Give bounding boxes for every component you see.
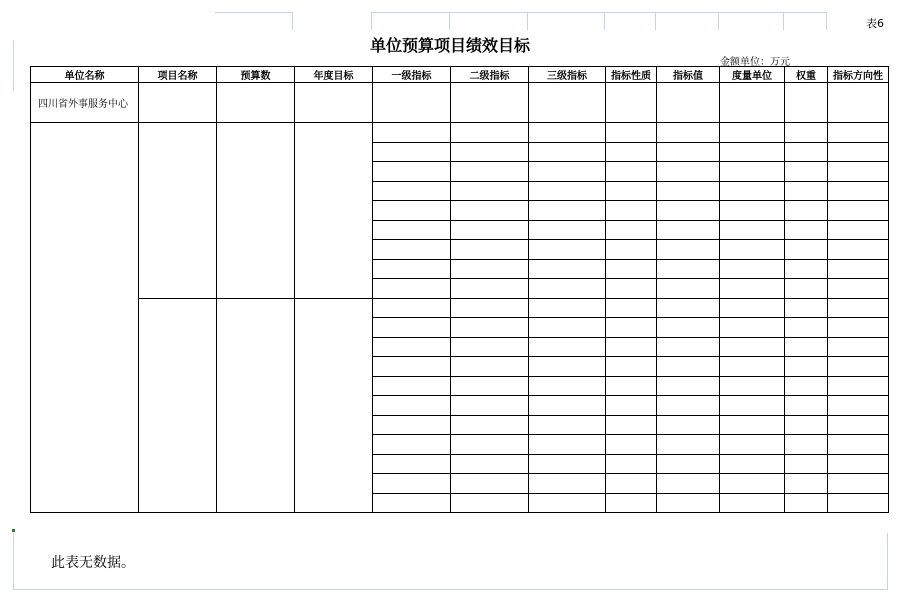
indicator-cell — [451, 279, 529, 299]
indicator-cell — [828, 123, 889, 143]
indicator-cell — [785, 474, 828, 494]
indicator-cell — [606, 454, 657, 474]
indicator-cell — [606, 493, 657, 513]
annual-goal-cell — [295, 298, 373, 513]
header-measure-unit: 度量单位 — [720, 67, 785, 83]
indicator-cell — [373, 162, 451, 182]
table-cell — [139, 83, 217, 123]
indicator-cell — [606, 123, 657, 143]
indicator-cell — [828, 435, 889, 455]
indicator-cell — [373, 337, 451, 357]
performance-target-table — [30, 66, 889, 513]
indicator-cell — [828, 162, 889, 182]
indicator-cell — [451, 220, 529, 240]
indicator-cell — [828, 201, 889, 221]
indicator-cell — [606, 181, 657, 201]
indicator-cell — [529, 298, 606, 318]
indicator-cell — [720, 220, 785, 240]
indicator-cell — [828, 376, 889, 396]
column-guide — [783, 12, 784, 30]
indicator-cell — [828, 454, 889, 474]
unit-name-cell — [31, 123, 139, 513]
indicator-cell — [529, 240, 606, 260]
indicator-cell — [657, 415, 720, 435]
header-level3-indicator: 三级指标 — [529, 67, 606, 83]
column-guide — [371, 12, 827, 13]
header-project-name: 项目名称 — [139, 67, 217, 83]
indicator-cell — [720, 162, 785, 182]
indicator-cell — [606, 279, 657, 299]
indicator-cell — [451, 318, 529, 338]
table-cell — [451, 83, 529, 123]
indicator-cell — [529, 376, 606, 396]
table-cell — [828, 83, 889, 123]
indicator-cell — [785, 220, 828, 240]
indicator-cell — [785, 454, 828, 474]
project-name-cell — [139, 298, 217, 513]
indicator-cell — [606, 240, 657, 260]
indicator-cell — [451, 162, 529, 182]
table-cell — [606, 83, 657, 123]
indicator-cell — [451, 454, 529, 474]
table-cell — [529, 83, 606, 123]
indicator-cell — [785, 123, 828, 143]
indicator-cell — [529, 318, 606, 338]
indicator-cell — [657, 376, 720, 396]
indicator-cell — [529, 474, 606, 494]
table-row — [31, 123, 889, 143]
indicator-cell — [657, 201, 720, 221]
indicator-cell — [657, 181, 720, 201]
indicator-cell — [606, 376, 657, 396]
header-level1-indicator: 一级指标 — [373, 67, 451, 83]
indicator-cell — [828, 220, 889, 240]
indicator-cell — [785, 162, 828, 182]
indicator-cell — [451, 201, 529, 221]
indicator-cell — [785, 259, 828, 279]
column-guide — [371, 12, 372, 30]
indicator-cell — [720, 259, 785, 279]
table-cell — [720, 83, 785, 123]
indicator-cell — [657, 162, 720, 182]
indicator-cell — [529, 201, 606, 221]
indicator-cell — [373, 142, 451, 162]
indicator-cell — [606, 259, 657, 279]
indicator-cell — [529, 220, 606, 240]
indicator-cell — [785, 493, 828, 513]
indicator-cell — [606, 474, 657, 494]
indicator-cell — [451, 123, 529, 143]
indicator-cell — [785, 357, 828, 377]
column-guide — [604, 12, 605, 30]
table-cell — [785, 83, 828, 123]
corner-marker — [12, 529, 15, 532]
indicator-cell — [657, 298, 720, 318]
indicator-cell — [451, 181, 529, 201]
indicator-cell — [657, 240, 720, 260]
indicator-cell — [451, 259, 529, 279]
header-unit-name: 单位名称 — [31, 67, 139, 83]
indicator-cell — [451, 376, 529, 396]
indicator-cell — [785, 337, 828, 357]
indicator-cell — [828, 298, 889, 318]
indicator-cell — [828, 279, 889, 299]
indicator-cell — [720, 415, 785, 435]
indicator-cell — [785, 240, 828, 260]
indicator-cell — [785, 298, 828, 318]
header-level2-indicator: 二级指标 — [451, 67, 529, 83]
indicator-cell — [828, 474, 889, 494]
indicator-cell — [657, 259, 720, 279]
column-guide — [449, 12, 450, 30]
indicator-cell — [606, 298, 657, 318]
header-weight: 权重 — [785, 67, 828, 83]
indicator-cell — [785, 396, 828, 416]
indicator-cell — [606, 162, 657, 182]
indicator-cell — [606, 142, 657, 162]
page-title: 单位预算项目绩效目标 — [369, 36, 530, 55]
indicator-cell — [720, 123, 785, 143]
indicator-cell — [657, 474, 720, 494]
indicator-cell — [785, 376, 828, 396]
unit-name-cell: 四川省外事服务中心 — [31, 83, 139, 123]
indicator-cell — [529, 123, 606, 143]
indicator-cell — [657, 454, 720, 474]
indicator-cell — [373, 474, 451, 494]
indicator-cell — [785, 318, 828, 338]
indicator-cell — [720, 357, 785, 377]
indicator-cell — [828, 142, 889, 162]
indicator-cell — [373, 259, 451, 279]
indicator-cell — [529, 337, 606, 357]
column-guide — [292, 12, 293, 30]
indicator-cell — [828, 357, 889, 377]
indicator-cell — [720, 298, 785, 318]
indicator-cell — [373, 357, 451, 377]
column-guide — [655, 12, 656, 30]
indicator-cell — [529, 454, 606, 474]
indicator-cell — [720, 240, 785, 260]
header-indicator-value: 指标值 — [657, 67, 720, 83]
indicator-cell — [828, 240, 889, 260]
annual-goal-cell — [295, 123, 373, 299]
column-guide — [527, 12, 528, 30]
indicator-cell — [785, 201, 828, 221]
indicator-cell — [720, 279, 785, 299]
indicator-cell — [720, 435, 785, 455]
indicator-cell — [657, 337, 720, 357]
indicator-cell — [606, 435, 657, 455]
indicator-cell — [373, 279, 451, 299]
indicator-cell — [720, 454, 785, 474]
indicator-cell — [529, 357, 606, 377]
amount-unit-note: 金额单位：万元 — [720, 57, 790, 68]
indicator-cell — [720, 337, 785, 357]
indicator-cell — [785, 142, 828, 162]
table-cell — [217, 83, 295, 123]
indicator-cell — [451, 298, 529, 318]
indicator-cell — [606, 396, 657, 416]
indicator-cell — [529, 415, 606, 435]
indicator-cell — [606, 318, 657, 338]
indicator-cell — [720, 181, 785, 201]
indicator-cell — [529, 493, 606, 513]
header-budget: 预算数 — [217, 67, 295, 83]
indicator-cell — [785, 279, 828, 299]
indicator-cell — [451, 240, 529, 260]
indicator-cell — [373, 220, 451, 240]
indicator-cell — [451, 493, 529, 513]
indicator-cell — [451, 142, 529, 162]
indicator-cell — [657, 123, 720, 143]
table-row — [31, 298, 889, 318]
no-data-message: 此表无数据。 — [51, 555, 135, 571]
indicator-cell — [529, 435, 606, 455]
indicator-cell — [451, 337, 529, 357]
indicator-cell — [657, 435, 720, 455]
indicator-cell — [529, 162, 606, 182]
indicator-cell — [606, 337, 657, 357]
indicator-cell — [373, 123, 451, 143]
indicator-cell — [828, 415, 889, 435]
indicator-cell — [785, 415, 828, 435]
indicator-cell — [373, 240, 451, 260]
indicator-cell — [606, 415, 657, 435]
indicator-cell — [828, 396, 889, 416]
indicator-cell — [373, 181, 451, 201]
indicator-cell — [657, 493, 720, 513]
indicator-cell — [373, 396, 451, 416]
header-annual-goal: 年度目标 — [295, 67, 373, 83]
project-name-cell — [139, 123, 217, 299]
table-header-row — [31, 67, 889, 83]
table-cell — [373, 83, 451, 123]
indicator-cell — [373, 454, 451, 474]
indicator-cell — [373, 415, 451, 435]
indicator-cell — [657, 396, 720, 416]
indicator-cell — [828, 493, 889, 513]
indicator-cell — [785, 181, 828, 201]
indicator-cell — [451, 435, 529, 455]
table-cell — [657, 83, 720, 123]
indicator-cell — [828, 181, 889, 201]
indicator-cell — [657, 220, 720, 240]
indicator-cell — [720, 474, 785, 494]
indicator-cell — [451, 357, 529, 377]
indicator-cell — [828, 337, 889, 357]
indicator-cell — [529, 142, 606, 162]
indicator-cell — [828, 318, 889, 338]
indicator-cell — [657, 318, 720, 338]
table-cell — [295, 83, 373, 123]
indicator-cell — [657, 142, 720, 162]
header-indicator-nature: 指标性质 — [606, 67, 657, 83]
indicator-cell — [529, 279, 606, 299]
indicator-cell — [451, 396, 529, 416]
indicator-cell — [657, 357, 720, 377]
indicator-cell — [373, 298, 451, 318]
indicator-cell — [373, 201, 451, 221]
header-direction: 指标方向性 — [828, 67, 889, 83]
indicator-cell — [451, 415, 529, 435]
indicator-cell — [373, 435, 451, 455]
indicator-cell — [606, 357, 657, 377]
indicator-cell — [373, 376, 451, 396]
indicator-cell — [451, 474, 529, 494]
column-guide — [718, 12, 719, 30]
column-guide — [826, 12, 827, 30]
indicator-cell — [720, 376, 785, 396]
indicator-cell — [529, 259, 606, 279]
indicator-cell — [529, 181, 606, 201]
indicator-cell — [373, 318, 451, 338]
budget-cell — [217, 298, 295, 513]
indicator-cell — [785, 435, 828, 455]
budget-cell — [217, 123, 295, 299]
indicator-cell — [606, 201, 657, 221]
indicator-cell — [720, 493, 785, 513]
sheet-label: 表6 — [866, 17, 884, 30]
indicator-cell — [657, 279, 720, 299]
indicator-cell — [720, 318, 785, 338]
indicator-cell — [373, 493, 451, 513]
indicator-cell — [529, 396, 606, 416]
indicator-cell — [720, 142, 785, 162]
table-row — [31, 83, 889, 123]
indicator-cell — [606, 220, 657, 240]
indicator-cell — [828, 259, 889, 279]
column-guide — [215, 12, 293, 13]
no-data-panel — [13, 533, 888, 590]
indicator-cell — [720, 201, 785, 221]
indicator-cell — [720, 396, 785, 416]
